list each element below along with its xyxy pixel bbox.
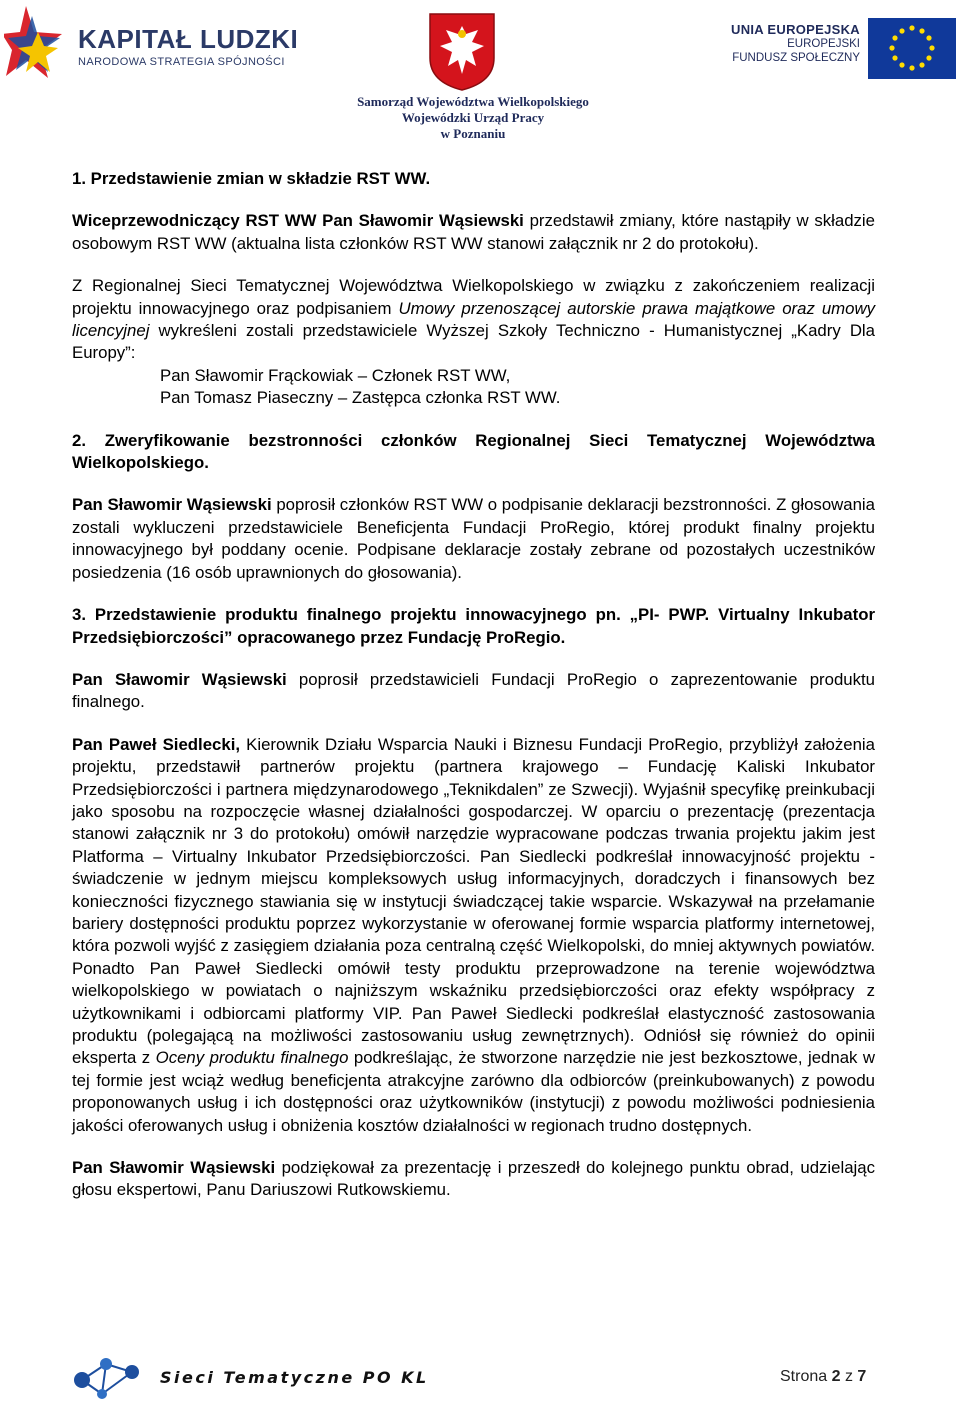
paragraph-text: poprosił przedstawicieli Fundacji ProRegio o zaprezentowanie produktu finalnego. [72,669,875,712]
network-logo-icon [62,1352,172,1407]
footer-title: Sieci Tematyczne PO KL [160,1368,429,1387]
section-1-heading: 1. Przedstawienie zmian w składzie RST WW. [72,169,431,188]
section-1-paragraph-1 [72,210,875,255]
removed-member-1: Pan Sławomir Frąckowiak – Członek RST WW, [160,365,511,385]
speaker-name: Pan Sławomir Wąsiewski [72,669,287,689]
speaker-name: Pan Sławomir Wąsiewski [72,495,272,515]
wielkopolska-crest-icon [428,12,496,92]
paragraph-text: przedstawił zmiany, które nastąpiły w składzie osobowym RST WW (aktualna lista członków RST WW stanowi załącznik nr 2 do protokołu). [72,211,875,253]
paragraph-text: Kierownik Działu Wsparcia Nauki i Biznesu Fundacji ProRegio, przybliżył założenia projektu, przedstawił partnerów projektu (partnera krajowego – Fundację Kaliski Inkubator Przedsiębiorczości i partnera międzynarodowego „Teknikdalen” ze Szwecji). Wyjaśnił specyfikę preinkubacji jako sposobu na rozpoczęcie własnej działalności gospodarczej. W oparciu o prezentację (prezentacja stanowi załącznik nr 3 do protokołu) omówił narzędzie wypracowane podczas trwania projektu jakim jest Platforma – Virtualny Inkubator Przedsiębiorczości. Pan Siedlecki podkreślał innowacyjność projektu - świadczenie w jednym miejscu kompleksowych usług informacyjnych, doradczych i finansowych bez konieczności fizycznego stawiania się w instytucji świadczącej takie wsparcie. Wskazywał na przełamanie bariery dostępności produktu poprzez wykorzystanie w oferowanej formie wsparcia platformy internetowej, która pozwoli wyjść z zasięgiem działania poza centralną część Wielkopolski, do mniej aktywnych powiatów. Ponadto Pan Paweł Siedlecki omówił testy produktu przeprowadzone na terenie województwa wielkopolskiego w powiatach o najniższym wskaźniku przedsiębiorczości oraz efekty współpracy z użytkownikami i odbiorcami platformy VIP. Pan Paweł Siedlecki podkreślał elastyczność zastosowania produktu (polegającą na możliwości zastosowaniu usług zewnętrznych). Odniósł się również do opinii eksperta z [72,734,875,1068]
page-footer [0,1350,960,1410]
paragraph-text: podziękował za prezentację i przeszedł do kolejnego punktu obrad, udzielając głosu ekspertowi, Panu Dariuszowi Rutkowskiemu. [72,1158,875,1200]
kl-subtitle: NARODOWA STRATEGIA SPÓJNOŚCI [78,56,285,68]
section-3-heading: 3. Przedstawienie produktu finalnego projektu innowacyjnego pn. „PI- PWP. Virtualny Inkubator Przedsiębiorczości” opracowanego przez Fundację ProRegio. [72,605,875,647]
contract-title: Umowy przenoszącej autorskie prawa majątkowe oraz umowy licencyjnej [72,298,875,341]
eu-line-2: EUROPEJSKI [787,38,860,50]
section-3-paragraph-3 [72,1157,875,1202]
eu-line-1: UNIA EUROPEJSKA [731,22,860,37]
eu-line-3: FUNDUSZ SPOŁECZNY [732,52,860,64]
page-prefix: Strona [780,1368,832,1385]
institution-line-3: w Poznaniu [440,126,506,141]
speaker-name: Pan Paweł Siedlecki, [72,734,241,754]
kapital-ludzki-star-icon [4,2,74,82]
paragraph-text: poprosił członków RST WW o podpisanie deklaracji bezstronności. Z głosowania zostali wykluczeni przedstawiciele Beneficjenta Fundacji ProRegio, której produkt finalny projektu innowacyjnego był poddany ocenie. Podpisane deklaracje zostały zebrane od pozostałych uczestników posiedzenia (16 osób uprawnionych do głosowania). [72,495,875,582]
removed-member-2: Pan Tomasz Piaseczny – Zastępca członka RST WW. [160,388,561,408]
section-2-paragraph-1 [72,494,875,584]
institution-line-1: Samorząd Województwa Wielkopolskiego [357,94,589,109]
paragraph-text: wykreśleni zostali przedstawiciele Wyższej Szkoły Techniczno - Humanistycznej „Kadry Dla Europy”: [72,321,875,363]
section-1-paragraph-2 [72,275,875,365]
page-separator: z [840,1368,858,1385]
page-total: 7 [857,1368,867,1385]
kapital-ludzki-logo [4,2,299,82]
eu-fund-label [700,22,860,65]
speaker-name: Pan Sławomir Wąsiewski [72,1158,276,1178]
page-header [0,0,960,150]
document-body [72,168,875,1222]
paragraph-text: Z Regionalnej Sieci Tematycznej Województwa Wielkopolskiego w związku z zakończeniem realizacji projektu innowacyjnego oraz podpisaniem [72,276,875,318]
section-2-heading: 2. Zweryfikowanie bezstronności członków Regionalnej Sieci Tematycznej Województwa Wielkopolskiego. [72,430,875,473]
speaker-name: Wiceprzewodniczący RST WW Pan Sławomir Wąsiewski [72,211,524,231]
kl-title: KAPITAŁ LUDZKI [78,24,299,54]
paragraph-text: podkreślając, że stworzone narzędzie nie jest bezkosztowe, jednak w tej formie jest wciąż według beneficjenta atrakcyjne zarówno dla odbiorców (preinkubowanych) z powodu proponowanych usług i ich dostępności oraz użytkowników (instytucji) z powodu możliwości podniesienia jakości oferowanych usług i obniżenia kosztów działalności w regionach trudno dostępnych. [72,1048,875,1135]
page-current: 2 [831,1368,841,1385]
section-3-paragraph-1 [72,669,875,714]
section-3-paragraph-2 [72,734,875,1137]
expert-opinion-title: Oceny produktu finalnego [155,1048,349,1068]
institution-line-2: Wojewódzki Urząd Pracy [401,110,545,125]
page-number [780,1368,866,1386]
institution-name [300,94,646,142]
eu-flag-icon [868,18,956,79]
